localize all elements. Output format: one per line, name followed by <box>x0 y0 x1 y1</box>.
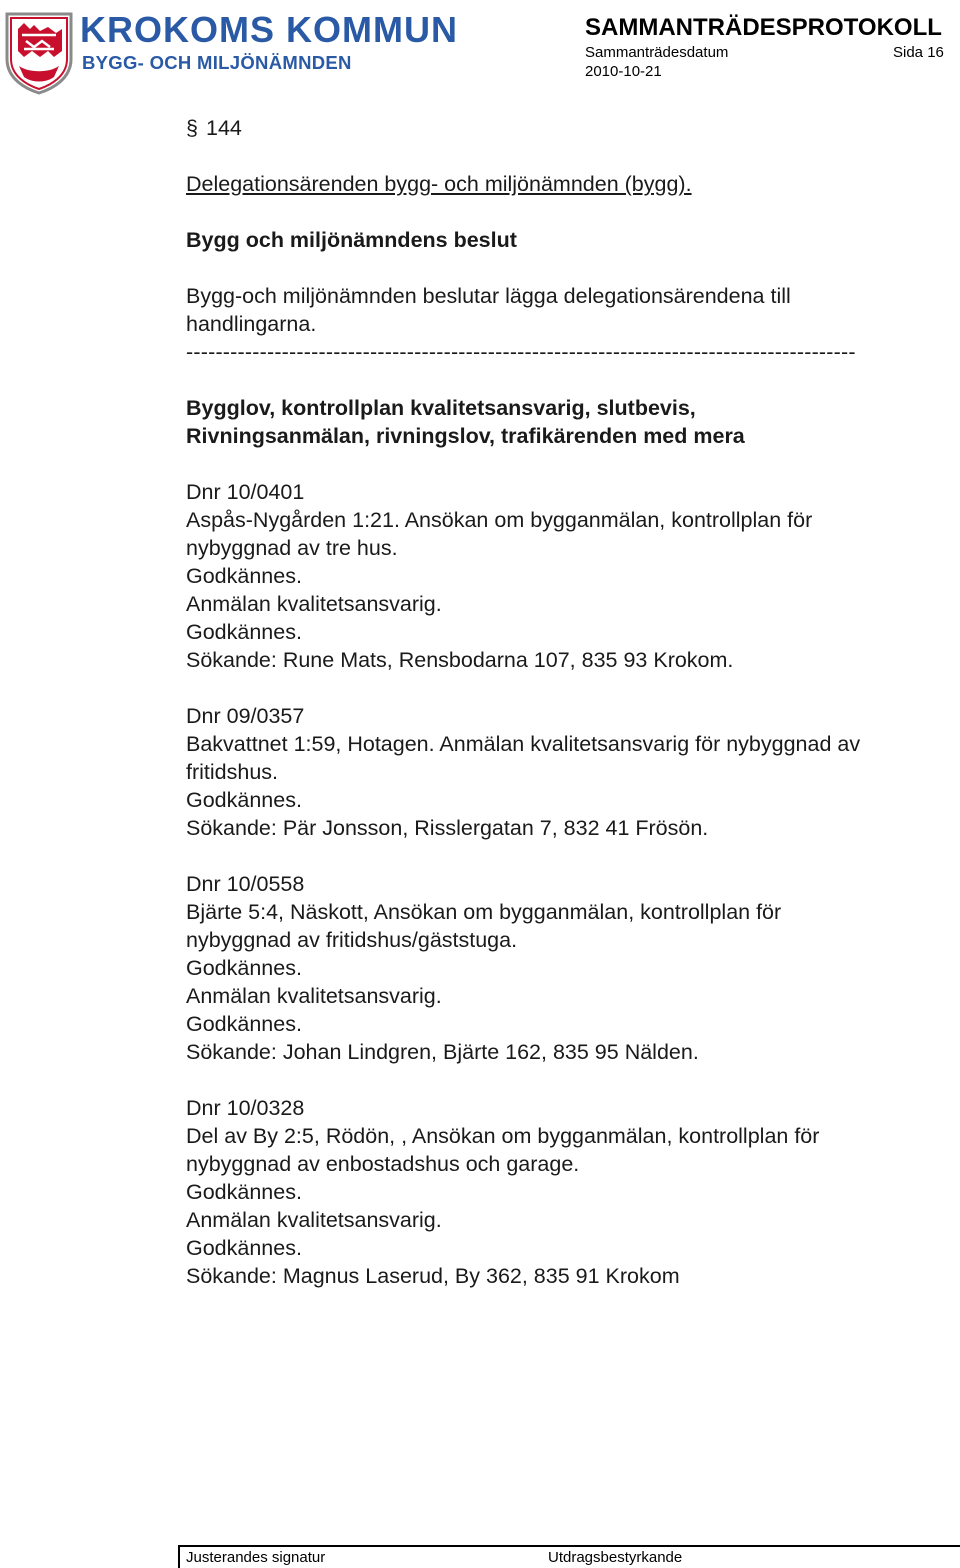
case-line: Sökande: Rune Mats, Rensbodarna 107, 835 93 Krokom. <box>186 648 734 672</box>
case-entry <box>186 478 946 674</box>
section-number-value: 144 <box>206 116 242 140</box>
case-line: Godkännes. <box>186 956 302 980</box>
board-name: BYGG- OCH MILJÖNÄMNDEN <box>82 52 352 73</box>
meeting-date: 2010-10-21 <box>585 63 662 80</box>
case-line: Godkännes. <box>186 564 302 588</box>
case-line: Godkännes. <box>186 1236 302 1260</box>
category-heading-line-1: Bygglov, kontrollplan kvalitetsansvarig, slutbevis, <box>186 396 696 420</box>
category-heading-line-2: Rivningsanmälan, rivningslov, trafikärenden med mera <box>186 424 745 448</box>
case-line: nybyggnad av enbostadshus och garage. <box>186 1152 580 1176</box>
municipal-shield-icon <box>4 11 74 95</box>
decision-text: Bygg-och miljönämnden beslutar lägga delegationsärendena till handlingarna. <box>186 284 791 336</box>
case-line: Godkännes. <box>186 788 302 812</box>
document-title: SAMMANTRÄDESPROTOKOLL <box>585 14 942 41</box>
case-entry <box>186 870 946 1066</box>
case-line: Godkännes. <box>186 1012 302 1036</box>
section-subject: Delegationsärenden bygg- och miljönämnden (bygg). <box>186 172 692 196</box>
footer-signature-label: Justerandes signatur <box>186 1549 326 1566</box>
page-header <box>0 0 960 100</box>
case-line: Sökande: Pär Jonsson, Risslergatan 7, 832 41 Frösön. <box>186 816 709 840</box>
case-line: Aspås-Nygården 1:21. Ansökan om bygganmälan, kontrollplan för <box>186 508 813 532</box>
case-line: nybyggnad av fritidshus/gäststuga. <box>186 928 518 952</box>
decision-heading: Bygg och miljönämndens beslut <box>186 228 517 252</box>
page-number: Sida 16 <box>893 44 944 61</box>
case-line: Anmälan kvalitetsansvarig. <box>186 984 442 1008</box>
case-dnr: Dnr 10/0401 <box>186 480 305 504</box>
footer-extract-label: Utdragsbestyrkande <box>548 1549 683 1566</box>
case-line: Sökande: Johan Lindgren, Bjärte 162, 835 95 Nälden. <box>186 1040 699 1064</box>
case-entry <box>186 702 946 842</box>
org-name: KROKOMS KOMMUN <box>80 9 458 50</box>
case-line: Bjärte 5:4, Näskott, Ansökan om bygganmälan, kontrollplan för <box>186 900 782 924</box>
footer-divider-left <box>178 1545 180 1568</box>
section-number <box>186 114 946 142</box>
protocol-body <box>186 114 946 1290</box>
case-entry <box>186 1094 946 1290</box>
case-line: Sökande: Magnus Laserud, By 362, 835 91 Krokom <box>186 1264 680 1288</box>
footer-divider <box>178 1545 960 1547</box>
case-line: Anmälan kvalitetsansvarig. <box>186 592 442 616</box>
case-line: Bakvattnet 1:59, Hotagen. Anmälan kvalitetsansvarig för nybyggnad av <box>186 732 861 756</box>
case-line: Godkännes. <box>186 620 302 644</box>
case-line: nybyggnad av tre hus. <box>186 536 398 560</box>
case-dnr: Dnr 10/0558 <box>186 872 305 896</box>
section-sign: § <box>186 116 198 140</box>
divider-line: ------------------------------------------------------------------------------------------- <box>186 340 856 364</box>
case-dnr: Dnr 09/0357 <box>186 704 305 728</box>
meeting-date-label: Sammanträdesdatum <box>585 44 729 61</box>
case-line: Godkännes. <box>186 1180 302 1204</box>
case-dnr: Dnr 10/0328 <box>186 1096 305 1120</box>
case-line: Del av By 2:5, Rödön, , Ansökan om bygganmälan, kontrollplan för <box>186 1124 820 1148</box>
case-line: Anmälan kvalitetsansvarig. <box>186 1208 442 1232</box>
case-line: fritidshus. <box>186 760 279 784</box>
